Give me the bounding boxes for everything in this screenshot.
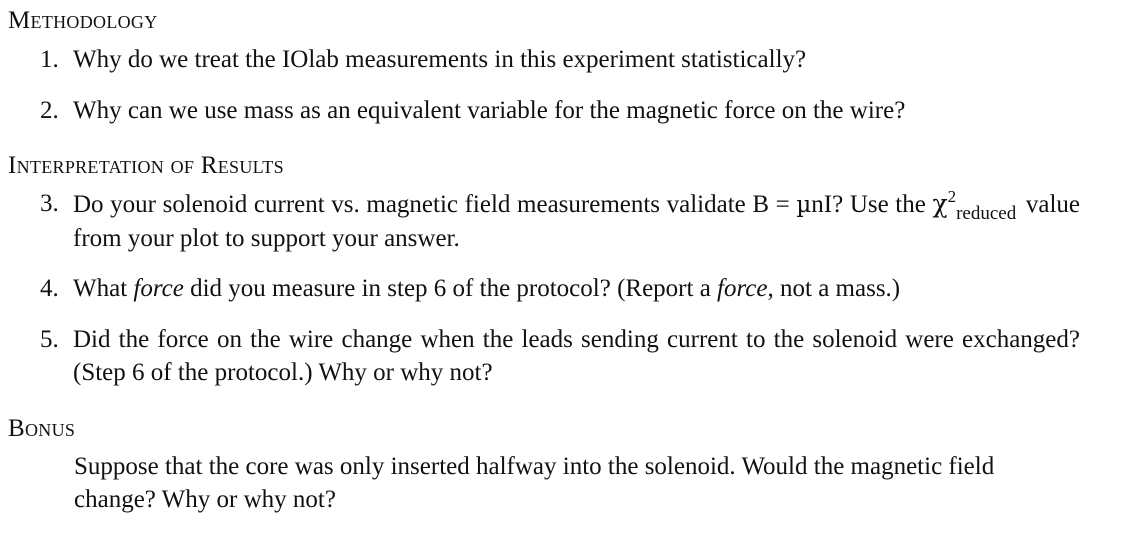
question-text-part: Do your solenoid current vs. magnetic field measurements validate B =: [73, 191, 797, 218]
question-1: [40, 43, 1080, 76]
question-number: 4.: [40, 275, 59, 302]
question-text-part: value from your plot to support your answer.: [73, 191, 1080, 252]
question-number: 3.: [40, 190, 59, 217]
question-text: Why can we use mass as an equivalent variable for the magnetic force on the wire?: [73, 97, 906, 124]
emphasis-force: force: [717, 275, 768, 302]
question-3: [40, 187, 1080, 255]
emphasis-force: force: [133, 275, 184, 302]
question-text: [73, 272, 1080, 305]
question-4: [40, 272, 1080, 305]
question-text-part: , not a mass.): [767, 275, 901, 302]
bonus-heading: Bonus: [8, 415, 76, 442]
question-text-part: nI? Use the: [811, 191, 933, 218]
question-text: [73, 187, 1080, 255]
question-number: 2.: [40, 97, 59, 124]
question-2: [40, 94, 1080, 127]
interpretation-heading: Interpretation of Results: [8, 152, 284, 179]
question-text: Why do we treat the IOlab measurements in this experiment statistically?: [73, 46, 807, 73]
question-number: 1.: [40, 46, 59, 73]
mu-symbol: µ: [796, 192, 812, 218]
question-number: 5.: [40, 326, 59, 353]
methodology-heading: Methodology: [8, 7, 158, 34]
question-text: Did the force on the wire change when the leads sending current to the solenoid were exchanged? (Step 6 of the protocol.) Why or why not?: [73, 326, 1080, 386]
question-5: [40, 323, 1080, 389]
chi-symbol: χ: [932, 189, 948, 218]
chi-subscript: reduced: [956, 203, 1017, 224]
question-text-part: What: [73, 275, 134, 302]
chi-exponent: 2: [947, 187, 957, 206]
bonus-question: Suppose that the core was only inserted halfway into the solenoid. Would the magnetic field change? Why or why not?: [74, 453, 995, 513]
question-text-part: did you measure in step 6 of the protocol? (Report a: [183, 275, 718, 302]
